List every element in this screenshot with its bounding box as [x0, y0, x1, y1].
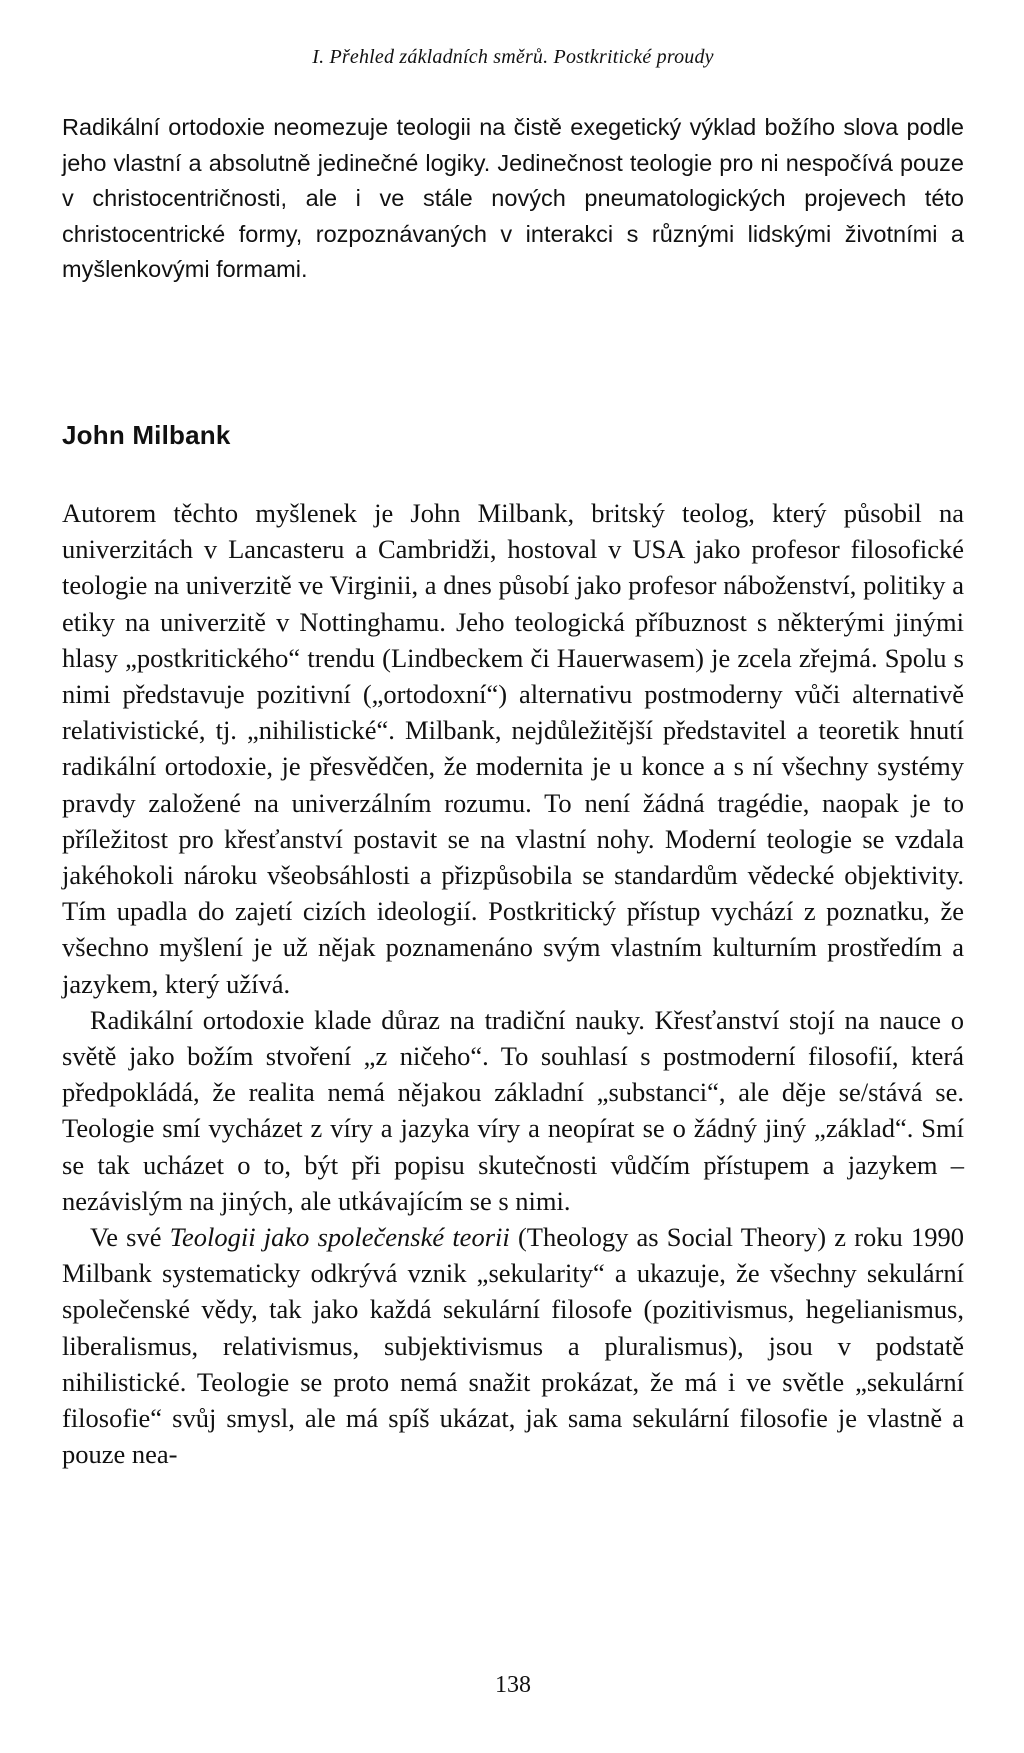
book-title: Teologii jako společenské teorii	[169, 1222, 510, 1253]
page-number: 138	[495, 1672, 531, 1698]
intro-paragraph: Radikální ortodoxie neomezuje teologii na čistě exegetický výklad božího slova podle jeho vlastní a absolutně jedinečné logiky. Jedinečnost teologie pro ni nespočívá pouze v christocentričnosti, ale i ve stále nových pneumatologických projevech této christocentrické formy, rozpoznávaných v interakci s různými lidskými životními a myšlenkovými formami.	[62, 114, 964, 282]
book-page	[62, 0, 964, 1753]
body-text	[62, 495, 964, 1472]
paragraph-3-lead: Ve své	[90, 1222, 170, 1253]
paragraph-1: Autorem těchto myšlenek je John Milbank, britský teolog, který působil na univerzitách v Lancasteru a Cambridži, hostoval v USA jako profesor filosofické teologie na univerzitě ve Virginii, a dnes působí jako profesor náboženství, politiky a etiky na univerzitě v Nottinghamu. Jeho teologická příbuznost s některými jinými hlasy „postkritického“ trendu (Lindbeckem či Hauerwasem) je zcela zřejmá. Spolu s nimi představuje pozitivní („ortodoxní“) alternativu postmoderny vůči alternativě relativistické, tj. „nihilistické“. Milbank, nejdůležitější představitel a teoretik hnutí radikální ortodoxie, je přesvědčen, že modernita je u konce a s ní všechny systémy pravdy založené na univerzálním rozumu. To není žádná tragédie, naopak je to příležitost pro křesťanství postavit se na vlastní nohy. Moderní teologie se vzdala jakéhokoli nároku všeobsáhlosti a přizpůsobila se standardům vědecké objektivity. Tím upadla do zajetí cizích ideologií. Postkritický přístup vychází z poznatku, že všechno myšlení je už nějak poznamenáno svým vlastním kulturním prostředím a jazykem, který užívá.	[62, 498, 964, 999]
paragraph-3-rest: (Theology as Social Theory) z roku 1990 Milbank systematicky odkrývá vznik „sekularity“ a ukazuje, že všechny sekulární společenské vědy, tak jako každá sekulární filosofe (pozitivismus, hegelianismus, liberalismus, relativismus, subjektivismus a pluralismus), jsou v podstatě nihilistické. Teologie se proto nemá snažit prokázat, že má i ve světle „sekulární filosofie“ svůj smysl, ale má spíš ukázat, jak sama sekulární filosofie je vlastně a pouze nea-	[62, 1222, 964, 1470]
paragraph-3	[62, 1219, 964, 1472]
paragraph-2: Radikální ortodoxie klade důraz na tradiční nauky. Křesťanství stojí na nauce o světě jako božím stvoření „z ničeho“. To souhlasí s postmoderní filosofií, která předpokládá, že realita nemá nějakou základní „substanci“, ale děje se/stává se. Teologie smí vycházet z víry a jazyka víry a neopírat se o žádný jiný „základ“. Smí se tak ucházet o to, být při popisu skutečnosti vůdčím přístupem a jazykem – nezávislým na jiných, ale utkávajícím se s nimi.	[62, 1004, 964, 1216]
section-heading: John Milbank	[62, 420, 231, 450]
running-head: I. Přehled základních směrů. Postkritické proudy	[312, 46, 714, 68]
